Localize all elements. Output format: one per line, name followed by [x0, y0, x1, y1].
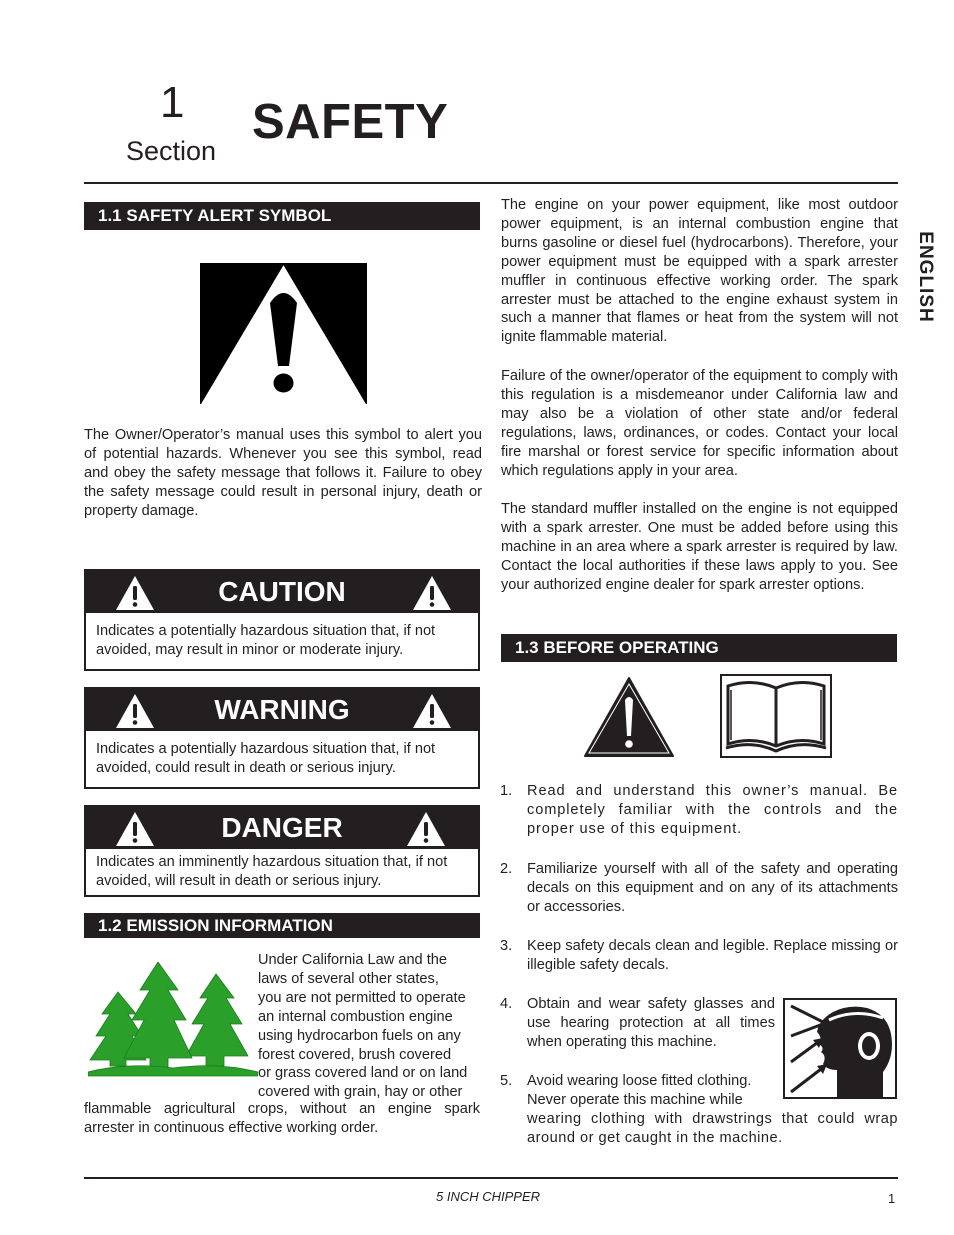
footer-document-title: 5 INCH CHIPPER: [436, 1189, 541, 1204]
warning-triangle-icon: [406, 811, 446, 847]
warning-triangle-icon: [412, 575, 452, 611]
spark-arrester-paragraph-3: The standard muffler installed on the engine is not equipped with a spark arrester. One must be added before using this machine in an area where a spark arrester is required by law. Contact the local authorities if these laws apply to you. See your authorized engine dealer for spark arrester options.: [501, 501, 898, 593]
danger-text: Indicates an imminently hazardous situation that, if not avoided, will result in death or serious injury.: [96, 854, 448, 889]
spark-arrester-paragraph-1: The engine on your power equipment, like most outdoor power equipment, is an internal combustion engine that burns gasoline or diesel fuel (hydrocarbons). Therefore, your power equipment must be equipped with a spark arrester muffler in continuous effective working order. The spark arrester must be attached to the engine exhaust system in such a manner that flames or heat from the system will not ignite flammable material.: [501, 197, 898, 346]
section-1-1-body: The Owner/Operator’s manual uses this symbol to alert you of potential hazards. Whenever you see this symbol, read and obey the safety message that follows it. Failure to obey the safety message could result in personal injury, death or property damage.: [84, 427, 482, 519]
section-1-1-heading: 1.1 SAFETY ALERT SYMBOL: [84, 202, 480, 230]
warning-triangle-icon: [412, 693, 452, 729]
section-number: 1: [160, 78, 185, 127]
warning-box: [84, 687, 480, 789]
page-title: SAFETY: [252, 95, 449, 149]
eye-ear-protection-icon: [783, 998, 897, 1099]
list-item: 1. Read and understand this owner’s manual. Be completely familiar with the controls and the proper use of this equipment.: [500, 783, 898, 837]
caution-text: Indicates a potentially hazardous situation that, if not avoided, may result in minor or moderate injury.: [96, 623, 436, 658]
list-item: 4. Obtain and wear safety glasses and use hearing protection at all times when operating this machine.: [500, 996, 775, 1050]
warning-signal-word: WARNING: [214, 694, 350, 725]
list-item: 3. Keep safety decals clean and legible. Replace missing or illegible safety decals.: [500, 938, 898, 973]
warning-text: Indicates a potentially hazardous situation that, if not avoided, could result in death or serious injury.: [96, 741, 436, 776]
section-1-3-heading: 1.3 BEFORE OPERATING: [501, 634, 897, 662]
caution-signal-word: CAUTION: [218, 576, 346, 607]
safety-alert-symbol-icon: [200, 263, 367, 404]
emission-wrapped-text: Under California Law and the laws of several other states, you are not permitted to operate an internal combustion engine using hydrocarbon fuels on any forest covered, brush covered or grass covered land or on land covered with grain, hay or other: [258, 952, 468, 1101]
page-number: 1: [888, 1191, 896, 1206]
list-item: 2. Familiarize yourself with all of the safety and operating decals on this equipment and on any of its attachments or accessories.: [500, 861, 898, 915]
manual-book-icon: [720, 674, 832, 758]
alert-triangle-icon: [583, 676, 675, 758]
section-1-2-heading: 1.2 EMISSION INFORMATION: [84, 913, 480, 938]
language-tab: ENGLISH: [915, 231, 936, 323]
footer-rule: [84, 1177, 898, 1179]
danger-signal-word: DANGER: [221, 812, 343, 843]
caution-box: [84, 569, 480, 671]
spark-arrester-paragraph-2: Failure of the owner/operator of the equipment to comply with this regulation is a misdemeanor under California law and may also be a violation of other state and/or federal regulations, laws, ordinances, or codes. Contact your local fire marshal or forest service for specific information about which regulations apply in your area.: [501, 368, 898, 479]
header-rule: [84, 182, 898, 184]
danger-box: [84, 805, 480, 897]
list-item: 5. Avoid wearing loose fitted clothing. Never operate this machine while wearing clothing with drawstrings that could wrap around or get caught in the machine.: [500, 1073, 898, 1146]
section-label: Section: [126, 136, 217, 166]
emission-tail-text: flammable agricultural crops, without an engine spark arrester in continuous effective working order.: [84, 1101, 480, 1136]
pine-trees-icon: [88, 962, 258, 1080]
